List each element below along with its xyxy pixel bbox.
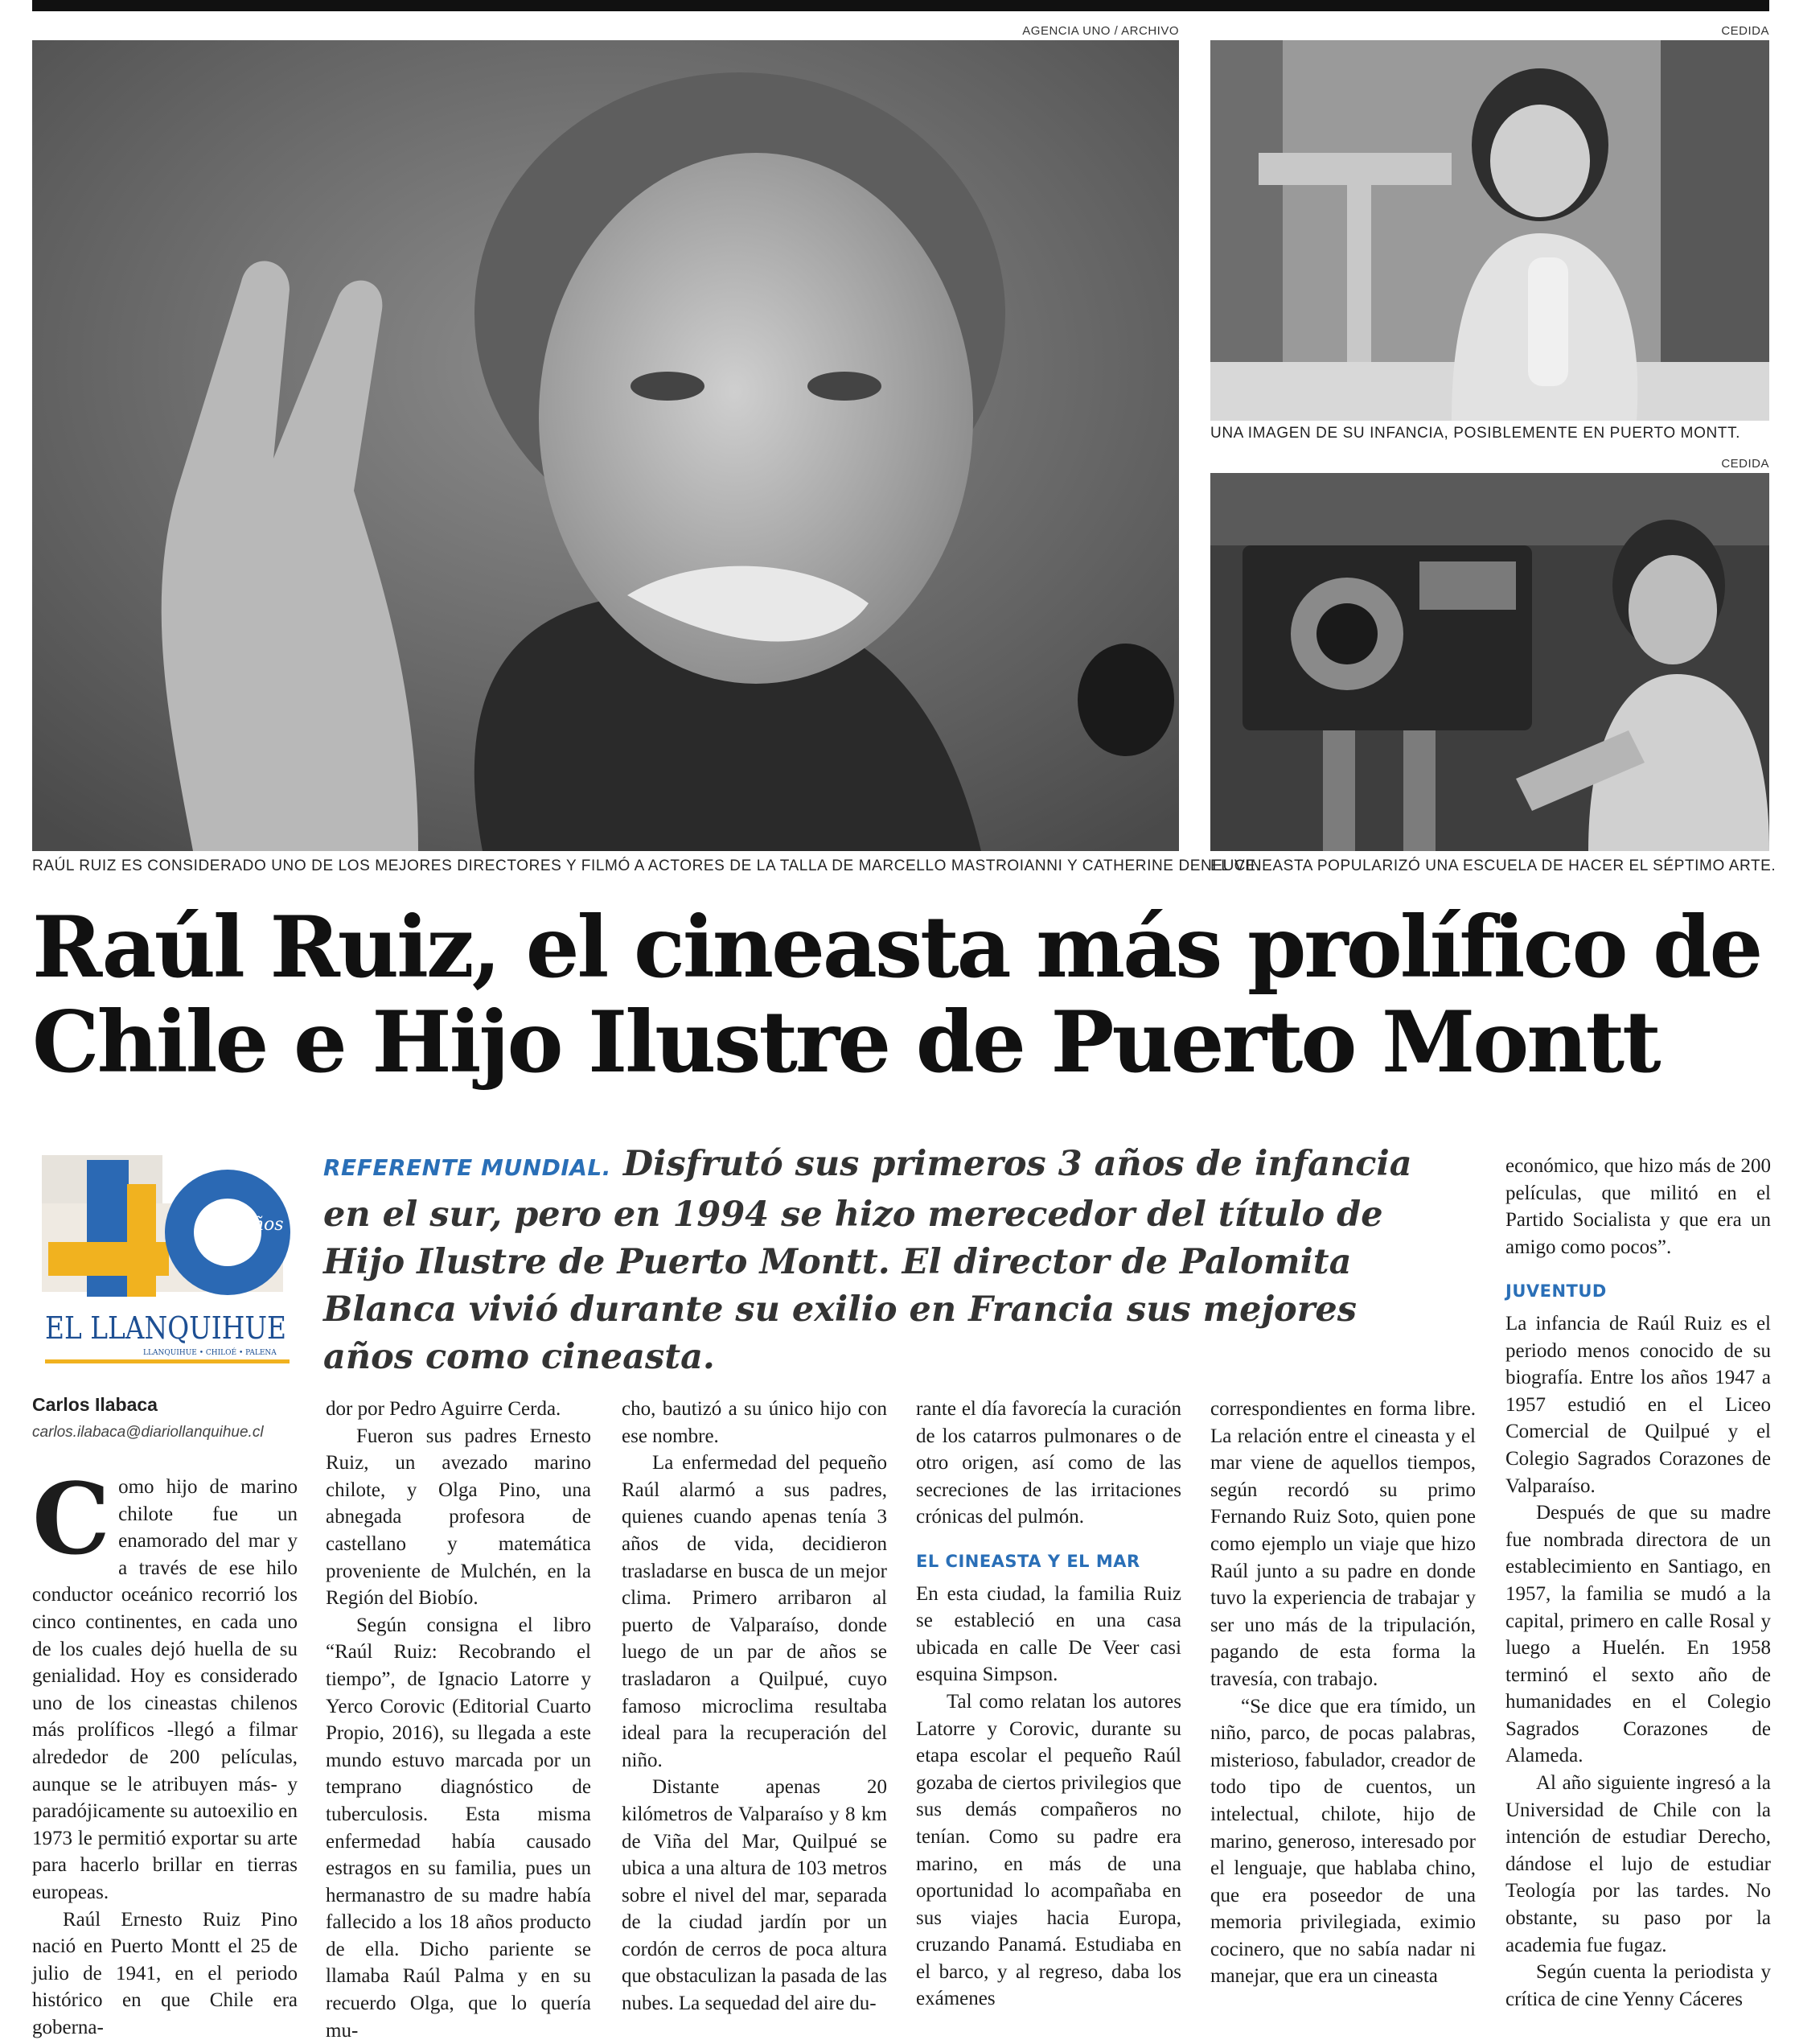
column-5 xyxy=(1210,1396,1476,2005)
column-4-paragraph-1: rante el día favorecía la curación de los catarros pulmonares o de otro origen, así como de las secreciones de las irritaciones crónicas del pulmón. xyxy=(916,1398,1181,1528)
column-3-paragraph-3: Distante apenas 20 kilómetros de Valparaíso y 8 km de Viña del Mar, Quilpué se ubica a una altura de 103 metros sobre el nivel del mar, separada de la ciudad jardín por un cordón de cerros de poca altura que obstaculizan la pasada de las nubes. La sequedad del aire du- xyxy=(622,1776,887,2015)
column-6-paragraph-2: La infancia de Raúl Ruiz es el periodo menos conocido de su biografía. Entre los años 1947 a 1957 estudió en el Liceo Comercial de Quilpué y el Colegio Sagrados Corazones de Valparaíso. xyxy=(1505,1312,1771,1497)
column-4 xyxy=(916,1396,1181,2010)
column-1-paragraph-2: Raúl Ernesto Ruiz Pino nació en Puerto Montt el 25 de julio de 1941, en el periodo histórico en que Chile era goberna- xyxy=(32,1908,298,2038)
subhead-juventud: JUVENTUD xyxy=(1505,1281,1607,1302)
column-6-paragraph-5: Según cuenta la periodista y crítica de cine Yenny Cáceres xyxy=(1505,1961,1771,2010)
lede xyxy=(323,1141,1449,1381)
logo-regions: LLANQUIHUE • CHILOÉ • PALENA xyxy=(143,1349,277,1357)
column-1-paragraph-1 xyxy=(32,1461,298,1906)
headline xyxy=(32,897,1769,1092)
childhood-photo-caption: UNA IMAGEN DE SU INFANCIA, POSIBLEMENTE EN PUERTO MONTT. xyxy=(1210,425,1740,442)
column-1-text-1: omo hijo de marino chilote fue un enamorado del mar y a través de ese hilo conductor oceánico recorrió los cinco continentes, en cada uno de los cuales dejó huella de su genialidad. Hoy es considerado uno de los cineastas chilenos más prolíficos -llegó a filmar alrededor de 200 películas, aunque se le atribuyen más- y paradójicamente su autoexilio en 1973 le permitió exportar su arte para hacerlo brillar en tierras europeas. xyxy=(32,1476,298,1903)
camera-photo-caption: EL CINEASTA POPULARIZÓ UNA ESCUELA DE HACER EL SÉPTIMO ARTE. xyxy=(1210,857,1777,874)
column-2-paragraph-3: Según consigna el libro “Raúl Ruiz: Recobrando el tiempo”, de Ignacio Latorre y Yerco Corovic (Editorial Cuarto Propio, 2016), su llegada a este mundo estuvo marcada por un temprano diagnóstico de tuberculosis. Esta misma enfermedad había causado estragos en su familia, pues un hermanastro de su madre había fallecido a los 18 años producto de ella. Dicho pariente se llamaba Raúl Palma y en su recuerdo Olga, que lo quería mu- xyxy=(326,1614,591,2042)
logo-word: Años xyxy=(240,1215,284,1235)
main-photo-caption: RAÚL RUIZ ES CONSIDERADO UNO DE LOS MEJORES DIRECTORES Y FILMÓ A ACTORES DE LA TALLA DE MARCELLO MASTROIANNI Y CATHERINE DENEUVE. xyxy=(32,857,1261,874)
column-2-paragraph-2: Fueron sus padres Ernesto Ruiz, un avezado marino chilote, y Olga Pino, una abnegada profesora de castellano y matemática proveniente de Mulchén, en la Región del Biobío. xyxy=(326,1425,591,1610)
column-3 xyxy=(622,1396,887,2015)
author-email[interactable]: carlos.ilabaca@diariollanquihue.cl xyxy=(32,1424,264,1441)
column-1 xyxy=(32,1461,298,2038)
lede-kicker: REFERENTE MUNDIAL. xyxy=(323,1154,611,1181)
column-6-paragraph-1: económico, que hizo más de 200 películas, que militó en el Partido Socialista y que era un amigo como pocos”. xyxy=(1505,1155,1771,1258)
childhood-photo xyxy=(1210,40,1769,421)
anniversary-logo xyxy=(39,1152,294,1369)
column-5-paragraph-1: correspondientes en forma libre. La relación entre el cineasta y el mar viene de aquellos tiempos, según recordó su primo Fernando Ruiz Soto, quien pone como ejemplo un viaje que hizo Raúl junto a su padre en donde tuvo la experiencia de trabajar y ser uno más de la tripulación, pagando de esta forma la travesía, con trabajo. xyxy=(1210,1398,1476,1690)
top-rule xyxy=(32,0,1769,11)
camera-photo xyxy=(1210,473,1769,851)
author-name: Carlos Ilabaca xyxy=(32,1394,158,1415)
column-5-paragraph-2: “Se dice que era tímido, un niño, parco, de pocas palabras, misterioso, fabulador, creador de todo tipo de cuentos, un intelectual, chilote, hijo de marino, generoso, interesado por el lenguaje, que hablaba chino, que era poseedor de una memoria privilegiada, eximio cocinero, que no sabía nadar ni manejar, que era un cineasta xyxy=(1210,1695,1476,1988)
column-6 xyxy=(1505,1153,1771,2010)
column-4-paragraph-2: En esta ciudad, la familia Ruiz se estableció en una casa ubicada en calle De Veer casi esquina Simpson. xyxy=(916,1582,1181,1686)
column-6-paragraph-3: Después de que su madre fue nombrada directora de un establecimiento en Santiago, en 1957, la familia se mudó a la capital, primero en calle Rosal y luego a Huelén. En 1958 terminó el sexto año de humanidades en el Colegio Sagrados Corazones de Alameda. xyxy=(1505,1502,1771,1767)
logo-number: 140 xyxy=(50,1200,51,1201)
drop-cap: C xyxy=(32,1461,111,1577)
headline-line-2: Chile e Hijo Ilustre de Puerto Montt xyxy=(32,992,1659,1092)
column-2 xyxy=(326,1396,591,2042)
column-3-paragraph-1: cho, bautizó a su único hijo con ese nombre. xyxy=(622,1398,887,1447)
camera-photo-credit: CEDIDA xyxy=(1721,457,1769,471)
column-6-paragraph-4: Al año siguiente ingresó a la Universidad de Chile con la intención de estudiar Derecho, dándose el lujo de estudiar Teología por las tardes. No obstante, su paso por la academia fue fugaz. xyxy=(1505,1772,1771,1956)
byline xyxy=(32,1394,306,1441)
lede-text: Disfrutó sus primeros 3 años de infancia en el sur, pero en 1994 se hizo merecedor del título de Hijo Ilustre de Puerto Montt. El director de Palomita Blanca vivió durante su exilio en Francia sus mejores años como cineasta. xyxy=(323,1144,1412,1377)
childhood-photo-credit: CEDIDA xyxy=(1721,24,1769,38)
column-2-paragraph-1: dor por Pedro Aguirre Cerda. xyxy=(326,1398,561,1420)
main-photo-credit: AGENCIA UNO / ARCHIVO xyxy=(1022,24,1179,38)
headline-line-1: Raúl Ruiz, el cineasta más prolífico de xyxy=(32,897,1761,997)
main-photo xyxy=(32,40,1179,851)
column-3-paragraph-2: La enfermedad del pequeño Raúl alarmó a sus padres, quienes cuando apenas tenía 3 años de vida, decidieron trasladarse en busca de un mejor clima. Primero arribaron al puerto de Valparaíso, donde luego de un par de años se trasladaron a Quilpué, cuyo famoso microclima resultaba ideal para la recuperación del niño. xyxy=(622,1452,887,1771)
logo-paper-name: EL LLANQUIHUE xyxy=(45,1310,286,1346)
subhead-cineasta-y-el-mar: EL CINEASTA Y EL MAR xyxy=(916,1551,1140,1571)
column-4-paragraph-3: Tal como relatan los autores Latorre y Corovic, durante su etapa escolar el pequeño Raúl gozaba de ciertos privilegios que sus demás compañeros no tenían. Como su padre era marino, en más de una oportunidad lo acompañaba en sus viajes hacia Europa, cruzando Panamá. Estudiaba en el barco, y al regreso, daba los exámenes xyxy=(916,1690,1181,2010)
